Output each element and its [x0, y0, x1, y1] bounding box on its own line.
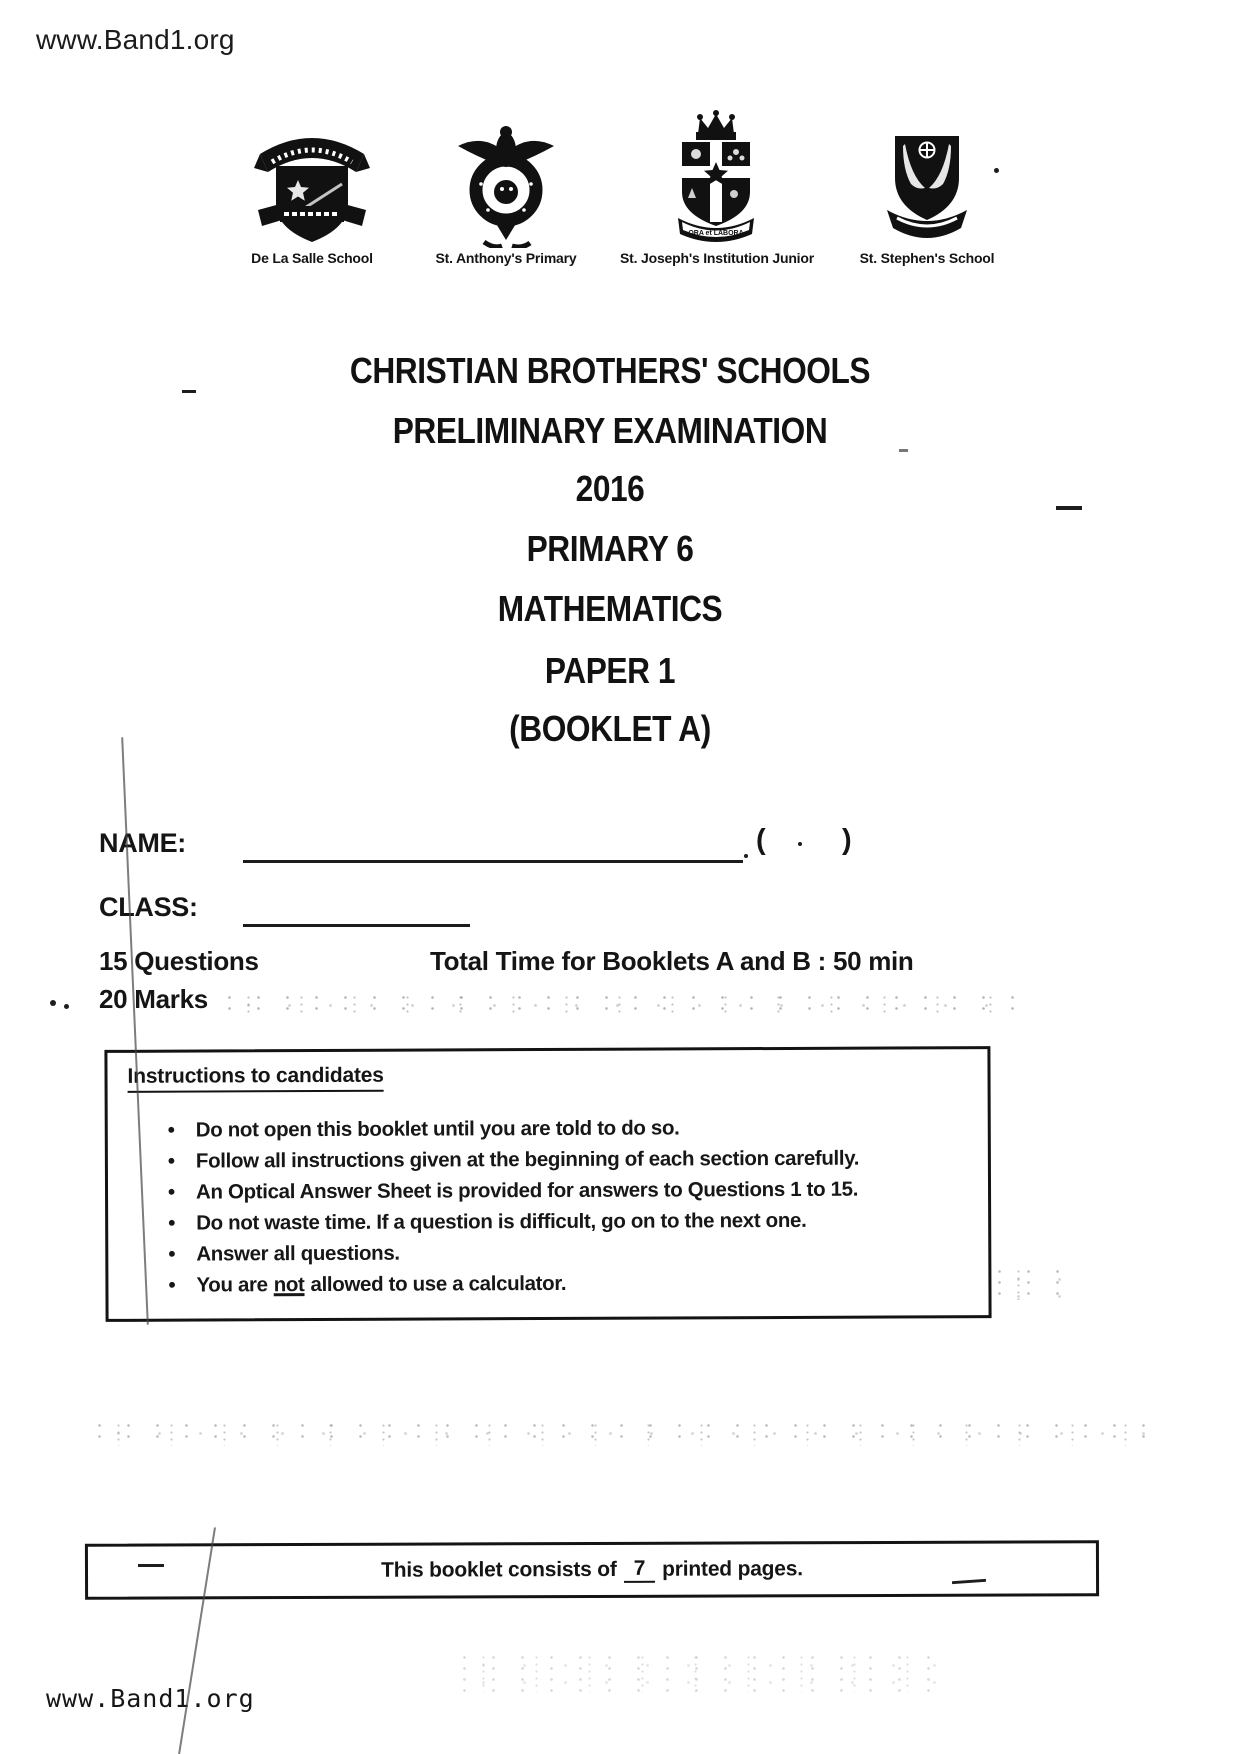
title-year: 2016: [575, 468, 645, 509]
index-paren-close: ): [842, 824, 852, 856]
scan-noise-strip: [215, 992, 1015, 1014]
de-la-salle-crest-icon: [252, 120, 372, 248]
scan-mark: [1056, 506, 1082, 510]
instruction-item-no-calculator: [164, 1266, 964, 1300]
svg-text:ORA et LABORA: ORA et LABORA: [688, 230, 744, 237]
instructions-box: [104, 1046, 991, 1322]
school-label-de-la-salle: De La Salle School: [251, 250, 373, 266]
scan-mark: [182, 390, 196, 393]
title-subject: MATHEMATICS: [497, 588, 723, 629]
instruction-item: • Answer all questions.: [164, 1235, 964, 1269]
index-paren-open: (: [756, 824, 766, 856]
class-fill-line: [243, 896, 470, 927]
page-count-number: 7: [624, 1557, 656, 1583]
total-time: Total Time for Booklets A and B : 50 min: [430, 946, 914, 976]
page-count-text-after: printed pages.: [662, 1557, 803, 1581]
name-label: NAME:: [99, 828, 186, 858]
page-count-text-before: This booklet consists of: [381, 1557, 617, 1582]
school-label-st-anthonys: St. Anthony's Primary: [435, 250, 577, 266]
instruction-text-after: allowed to use a calculator.: [310, 1271, 567, 1297]
instruction-item: • Do not waste time. If a question is difficult, go on to the next one.: [164, 1204, 964, 1238]
instruction-item: • Do not open this booklet until you are told to do so.: [164, 1111, 964, 1145]
st-anthonys-crest-icon: [452, 118, 560, 248]
instructions-heading: Instructions to candidates: [127, 1064, 383, 1093]
scan-mark: [994, 168, 999, 173]
instruction-item: • Follow all instructions given at the beginning of each section carefully.: [164, 1142, 964, 1176]
instructions-list: [164, 1111, 965, 1300]
scan-mark: [64, 1004, 69, 1009]
scan-noise-strip: [450, 1652, 950, 1692]
question-count: 15 Questions: [99, 946, 259, 976]
scan-noise-strip: [985, 1266, 1065, 1300]
title-level: PRIMARY 6: [526, 528, 694, 569]
instruction-emphasis-not: not: [273, 1273, 305, 1297]
scan-mark: [138, 1564, 164, 1567]
page-count-box: [85, 1540, 1099, 1600]
scan-mark: [899, 449, 908, 452]
class-label: CLASS:: [99, 892, 198, 922]
st-stephens-crest-icon: [877, 126, 977, 248]
watermark-bottom: www.Band1.org: [46, 1684, 255, 1713]
name-fill-line: [243, 832, 743, 863]
title-paper: PAPER 1: [544, 650, 676, 691]
marks-count: 20 Marks: [99, 984, 208, 1014]
scan-mark: [50, 1000, 56, 1006]
scan-mark: [798, 842, 802, 846]
school-label-st-stephens: St. Stephen's School: [859, 250, 995, 266]
watermark-top: www.Band1.org: [36, 24, 235, 55]
title-exam: PRELIMINARY EXAMINATION: [392, 410, 828, 451]
instruction-item: • An Optical Answer Sheet is provided for answers to Questions 1 to 15.: [164, 1173, 964, 1207]
scan-mark: [744, 854, 748, 858]
instruction-text-before: You are: [196, 1273, 268, 1297]
title-organisation: CHRISTIAN BROTHERS' SCHOOLS: [349, 350, 871, 391]
title-booklet: (BOOKLET A): [509, 708, 711, 749]
st-josephs-crest-icon: [660, 110, 772, 252]
scan-noise-strip: [85, 1420, 1165, 1446]
school-label-st-josephs: St. Joseph's Institution Junior: [620, 250, 814, 266]
